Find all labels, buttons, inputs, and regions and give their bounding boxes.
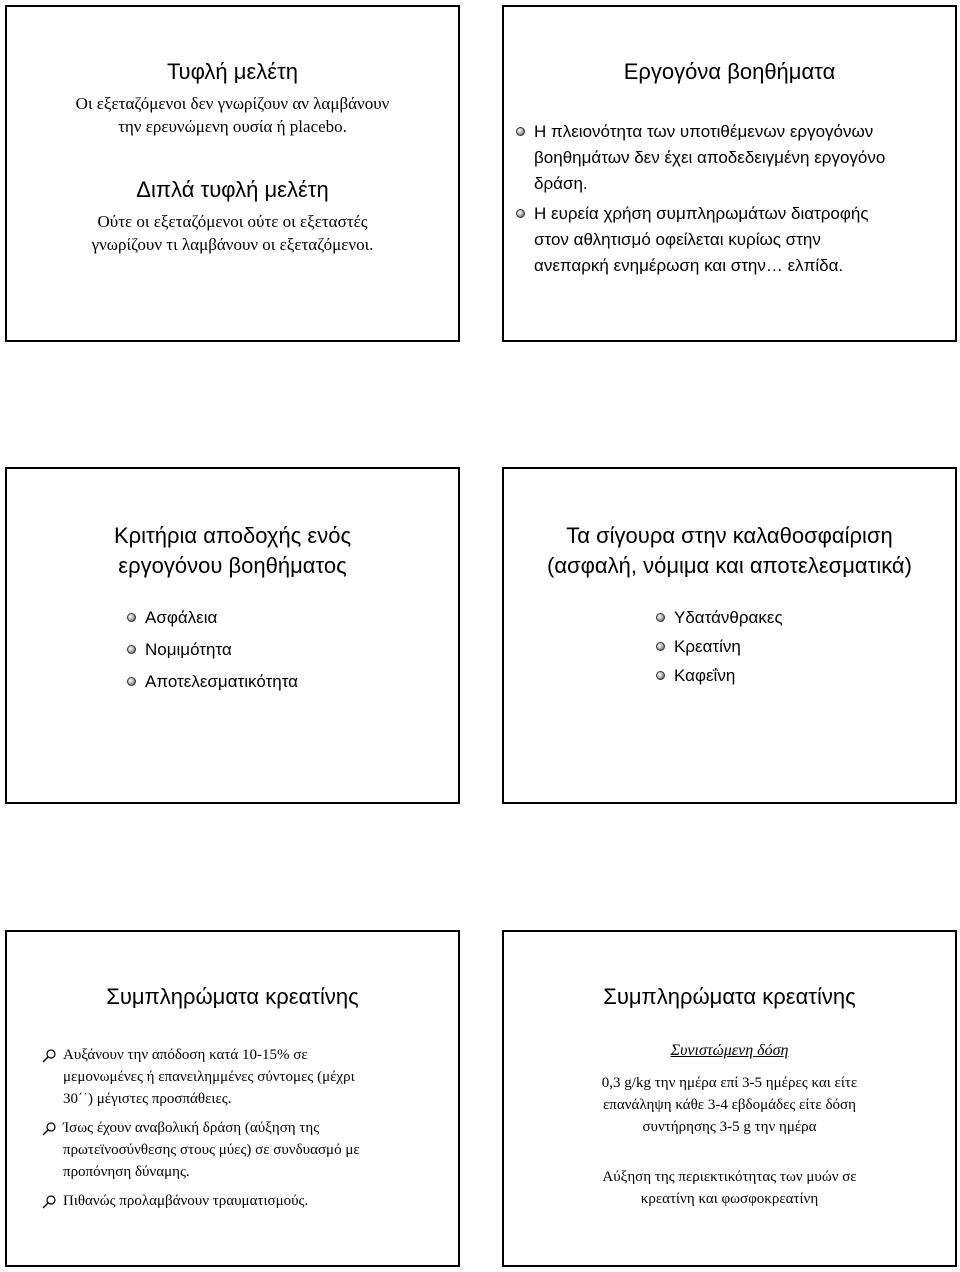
slide-creatine-effects <box>5 930 460 1267</box>
slide-ergogenic-aids <box>502 5 957 342</box>
bullet-line: Η πλειονότητα των υποτιθέμενων εργογόνων <box>534 122 874 141</box>
dose-line: 0,3 g/kg την ημέρα επί 3-5 ημέρες και είτε <box>601 1075 858 1091</box>
bullet-list <box>63 1044 453 1212</box>
bullet-dot-icon <box>127 613 136 622</box>
bullet-item <box>674 634 783 660</box>
slide-creatine-dosage <box>502 930 957 1267</box>
bullet-line: ανεπαρκή ενημέρωση και στην… ελπίδα. <box>534 256 844 275</box>
bullet-dot-icon <box>656 642 665 651</box>
bullet-line: μεμονωμένες ή επανειλημμένες σύντομες (μέχρι <box>63 1069 355 1085</box>
bullet-dot-icon <box>516 209 525 218</box>
bullet-item <box>145 669 298 695</box>
pushpin-icon <box>41 1048 57 1064</box>
bullet-item <box>534 119 944 197</box>
bullet-line: Ίσως έχουν αναβολική δράση (αύξηση της <box>63 1120 320 1136</box>
title-line: εργογόνου βοηθήματος <box>118 553 347 578</box>
bullet-line: 30΄΄) μέγιστες προσπάθειες. <box>63 1091 232 1107</box>
effect-line: κρεατίνη και φωσφοκρεατίνη <box>640 1191 819 1207</box>
bullet-list <box>534 119 944 279</box>
slide-title <box>7 521 458 581</box>
bullet-item <box>674 663 783 689</box>
bullet-text: Αποτελεσματικότητα <box>145 672 298 691</box>
bullet-list <box>145 605 298 695</box>
bullet-line: πρωτεϊνοσύνθεσης στους μύες) σε συνδυασμό με <box>63 1142 360 1158</box>
text-line: Ούτε οι εξεταζόμενοι ούτε οι εξεταστές <box>97 212 368 231</box>
bullet-dot-icon <box>656 671 665 680</box>
slide-title <box>504 521 955 581</box>
recommended-dose-heading: Συνιστώμενη δόση <box>670 1042 789 1059</box>
bullet-item <box>145 605 298 631</box>
slide-title: Συμπληρώματα κρεατίνης <box>603 984 856 1009</box>
bullet-item <box>534 201 944 279</box>
bullet-line: Η ευρεία χρήση συμπληρωμάτων διατροφής <box>534 204 869 223</box>
effect-text <box>504 1166 955 1210</box>
slide-acceptance-criteria <box>5 467 460 804</box>
bullet-line: Αυξάνουν την απόδοση κατά 10-15% σε <box>63 1047 308 1063</box>
title-line: Κριτήρια αποδοχής ενός <box>113 523 352 548</box>
bullet-dot-icon <box>656 613 665 622</box>
dose-line: επανάληψη κάθε 3-4 εβδομάδες είτε δόση <box>603 1097 856 1113</box>
bullet-text: Ασφάλεια <box>145 608 218 627</box>
text-double-blind-study <box>7 210 458 256</box>
bullet-item <box>63 1190 453 1212</box>
bullet-dot-icon <box>127 677 136 686</box>
bullet-item <box>145 637 298 663</box>
bullet-text: Καφεΐνη <box>674 666 736 685</box>
bullet-text: Υδατάνθρακες <box>674 608 783 627</box>
heading-blind-study: Τυφλή μελέτη <box>167 59 298 84</box>
title-line: (ασφαλή, νόμιμα και αποτελεσματικά) <box>547 553 912 578</box>
bullet-list <box>674 605 783 689</box>
title-line: Τα σίγουρα στην καλαθοσφαίριση <box>566 523 893 548</box>
slide-title: Εργογόνα βοηθήματα <box>623 59 836 84</box>
effect-line: Αύξηση της περιεκτικότητας των μυών σε <box>602 1169 857 1185</box>
bullet-text: Νομιμότητα <box>145 640 232 659</box>
bullet-line: βοηθημάτων δεν έχει αποδεδειγμένη εργογόνο <box>534 148 886 167</box>
slide-blind-study <box>5 5 460 342</box>
dose-line: συντήρησης 3-5 g την ημέρα <box>642 1119 817 1135</box>
bullet-item <box>63 1044 453 1110</box>
bullet-dot-icon <box>516 127 525 136</box>
pushpin-icon <box>41 1121 57 1137</box>
heading-double-blind-study: Διπλά τυφλή μελέτη <box>136 177 329 202</box>
dose-text <box>504 1072 955 1138</box>
pushpin-icon <box>41 1194 57 1210</box>
text-line: γνωρίζουν τι λαμβάνουν οι εξεταζόμενοι. <box>91 235 374 254</box>
slide-title: Συμπληρώματα κρεατίνης <box>106 984 359 1009</box>
bullet-item <box>674 605 783 631</box>
text-line: Οι εξεταζόμενοι δεν γνωρίζουν αν λαμβάνουν <box>75 94 390 113</box>
bullet-line: προπόνηση δύναμης. <box>63 1164 190 1180</box>
slide-safe-supplements-basketball <box>502 467 957 804</box>
text-line: την ερευνώμενη ουσία ή placebo. <box>118 117 347 136</box>
bullet-dot-icon <box>127 645 136 654</box>
bullet-item <box>63 1117 453 1183</box>
bullet-line: στον αθλητισμό οφείλεται κυρίως στην <box>534 230 821 249</box>
bullet-text: Κρεατίνη <box>674 637 741 656</box>
text-blind-study <box>7 92 458 138</box>
bullet-line: Πιθανώς προλαμβάνουν τραυματισμούς. <box>63 1193 309 1209</box>
bullet-line: δράση. <box>534 174 588 193</box>
